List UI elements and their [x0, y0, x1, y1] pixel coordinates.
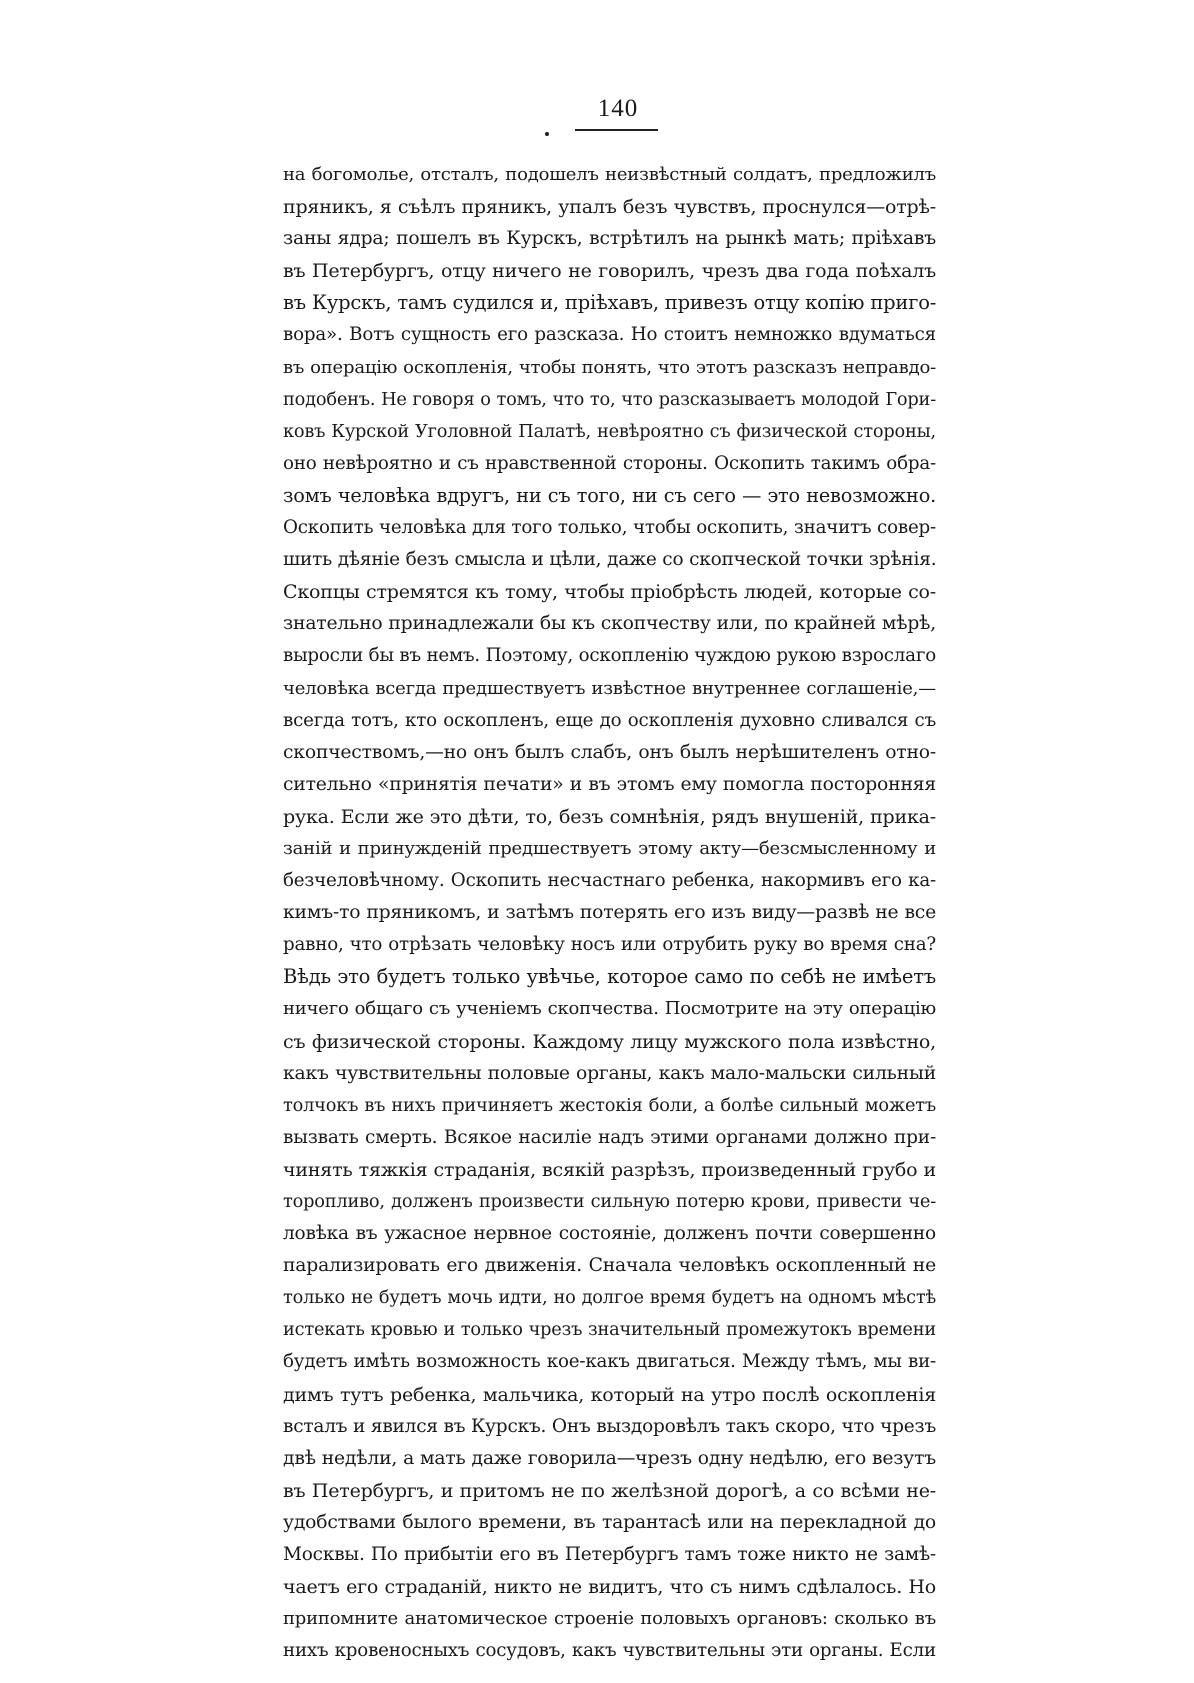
text-line: ничего общаго съ ученіемъ скопчества. Посмотрите на эту операцію — [283, 998, 936, 1020]
text-line: скопчествомъ,—но онъ былъ слабъ, онъ былъ нерѣшителенъ отно- — [283, 741, 936, 763]
text-line: ковъ Курской Уголовной Палатѣ, невѣроятно съ физической стороны, — [283, 421, 936, 442]
text-line: въ Курскъ, тамъ судился и, пріѣхавъ, привезъ отцу копію приго- — [283, 291, 937, 315]
text-line: сительно «принятія печати» и въ этомъ ему помогла посторонняя — [283, 773, 936, 795]
header-dot — [545, 132, 549, 136]
header-rule — [575, 129, 658, 131]
text-line: съ физической стороны. Каждому лицу мужского пола извѣстно, — [283, 1030, 936, 1053]
text-line: димъ тутъ ребенка, мальчика, который на утро послѣ оскопленія — [283, 1383, 936, 1406]
text-line: нихъ кровеносныхъ сосудовъ, какъ чувствительны эти органы. Если — [283, 1640, 936, 1662]
text-line: Вѣдь это будетъ только увѣчье, которое само по себѣ не имѣетъ — [283, 965, 936, 989]
text-line: только не будетъ мочь идти, но долгое время будетъ на одномъ мѣстѣ — [283, 1288, 936, 1309]
text-line: кимъ-то пряникомъ, и затѣмъ потерять его изъ виду—развѣ не все — [283, 902, 936, 924]
text-line: Скопцы стремятся къ тому, чтобы пріобрѣсть людей, которые со- — [283, 581, 936, 604]
text-line: парализировать его движенія. Сначала человѣкъ оскопленный не — [283, 1255, 936, 1277]
text-line: заны ядра; пошелъ въ Курскъ, встрѣтилъ на рынкѣ мать; пріѣхавъ — [283, 228, 936, 250]
text-line: двѣ недѣли, а мать даже говорила—чрезъ одну недѣлю, его везутъ — [283, 1447, 936, 1469]
text-line: всегда тотъ, кто оскопленъ, еще до оскопленія духовно сливался съ — [283, 709, 936, 731]
text-line: ловѣка въ ужасное нервное состояніе, долженъ почти совершенно — [283, 1223, 936, 1245]
text-line: какъ чувствительны половые органы, какъ мало-мальски сильный — [283, 1062, 936, 1084]
text-line: знательно принадлежали бы къ скопчеству или, по крайней мѣрѣ, — [283, 613, 936, 635]
text-line: пряникъ, я съѣлъ пряникъ, упалъ безъ чувствъ, проснулся—отрѣ- — [283, 196, 936, 219]
text-line: истекать кровью и только чрезъ значительный промежутокъ времени — [283, 1320, 936, 1341]
text-line: въ операцію оскопленія, чтобы понять, что этотъ разсказъ неправдо- — [283, 356, 936, 378]
text-line: чинять тяжкія страданія, всякій разрѣзъ, произведенный грубо и — [283, 1158, 936, 1181]
text-line: Москвы. По прибытіи его въ Петербургъ тамъ тоже никто не замѣ- — [283, 1544, 936, 1566]
text-line: на богомолье, отсталъ, подошелъ неизвѣстный солдатъ, предложилъ — [283, 164, 936, 185]
text-line: толчокъ въ нихъ причиняетъ жестокія боли, а болѣе сильный можетъ — [283, 1095, 936, 1116]
text-line: всталъ и явился въ Курскъ. Онъ выздоровѣлъ такъ скоро, что чрезъ — [283, 1415, 937, 1437]
text-line: безчеловѣчному. Оскопить несчастнаго ребенка, накормивъ его ка- — [283, 870, 936, 892]
body-text — [283, 159, 936, 1667]
page-number: 140 — [597, 95, 639, 122]
text-line: будетъ имѣть возможность кое-какъ двигаться. Между тѣмъ, мы ви- — [283, 1351, 936, 1373]
text-line: заній и принужденій предшествуетъ этому акту—безсмысленному и — [283, 837, 936, 859]
text-line: въ Петербургъ, и притомъ не по желѣзной дорогѣ, а со всѣми не- — [283, 1479, 936, 1502]
text-line: удобствами былого времени, въ тарантасѣ или на перекладной до — [283, 1511, 936, 1533]
text-line: припомните анатомическое строеніе половыхъ органовъ: сколько въ — [283, 1608, 936, 1630]
text-line: чаетъ его страданій, никто не видитъ, что съ нимъ сдѣлалось. Но — [283, 1576, 936, 1599]
text-line: зомъ человѣка вдругъ, ни съ того, ни съ сего — это невозможно. — [283, 483, 936, 507]
text-line: шить дѣяніе безъ смысла и цѣли, даже со скопческой точки зрѣнія. — [283, 549, 937, 571]
text-line: торопливо, долженъ произвести сильную потерю крови, привести че- — [283, 1192, 936, 1212]
text-line: равно, что отрѣзать человѣку носъ или отрубить руку во время сна? — [283, 934, 936, 956]
text-line: въ Петербургъ, отцу ничего не говорилъ, чрезъ два года поѣхалъ — [283, 260, 936, 283]
text-line: Оскопить человѣка для того только, чтобы оскопить, значитъ совер- — [283, 517, 936, 539]
text-line: вора». Вотъ сущность его разсказа. Но стоитъ немножко вдуматься — [283, 324, 936, 346]
text-line: вызвать смерть. Всякое насиліе надъ этими органами должно при- — [283, 1126, 936, 1148]
text-line: подобенъ. Не говоря о томъ, что то, что разсказываетъ молодой Гори- — [283, 389, 936, 410]
text-line: человѣка всегда предшествуетъ извѣстное внутреннее соглашеніе,— — [283, 677, 936, 699]
text-line: выросли бы въ немъ. Поэтому, оскопленію чуждою рукою взрослаго — [283, 645, 936, 667]
text-line: оно невѣроятно и съ нравственной стороны. Оскопить такимъ обра- — [283, 452, 936, 474]
text-line: рука. Если же это дѣти, то, безъ сомнѣнія, рядъ внушеній, прика- — [283, 805, 936, 828]
